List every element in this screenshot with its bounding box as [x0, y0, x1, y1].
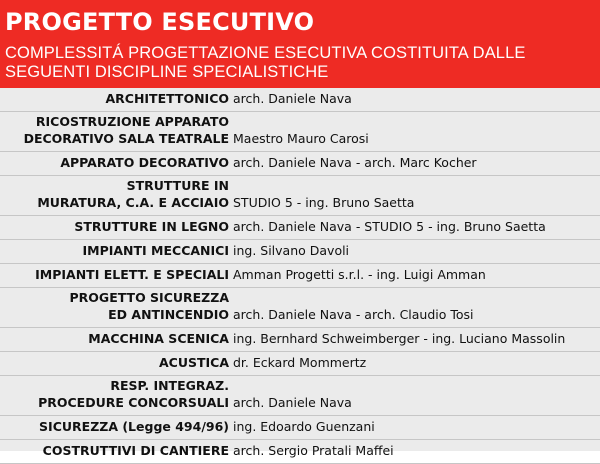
- responsible-name: ing. Edoardo Guenzani: [233, 419, 375, 434]
- table-row: [0, 88, 600, 112]
- discipline-table: [0, 88, 600, 464]
- discipline-label-line: ED ANTINCENDIO: [108, 307, 229, 322]
- responsible-name: Maestro Mauro Carosi: [233, 131, 369, 146]
- responsible-name: dr. Eckard Mommertz: [233, 355, 367, 370]
- table-row: [0, 152, 600, 176]
- discipline-label-line: RICOSTRUZIONE APPARATO: [35, 114, 229, 129]
- responsible-name: STUDIO 5 - ing. Bruno Saetta: [233, 195, 415, 210]
- discipline-label: [60, 154, 229, 171]
- discipline-label: [105, 90, 229, 107]
- table-row: [0, 440, 600, 464]
- responsible-name: arch. Daniele Nava - arch. Marc Kocher: [233, 155, 477, 170]
- discipline-label-line: STRUTTURE IN: [126, 178, 229, 193]
- discipline-label: [82, 242, 229, 259]
- table-row: [0, 376, 600, 416]
- table-row: [0, 112, 600, 152]
- discipline-label: [35, 266, 229, 283]
- discipline-label-line: IMPIANTI ELETT. E SPECIALI: [35, 267, 229, 282]
- discipline-label-line: DECORATIVO SALA TEATRALE: [23, 131, 229, 146]
- responsible-name: arch. Sergio Pratali Maffei: [233, 443, 394, 458]
- discipline-label-line: MACCHINA SCENICA: [88, 331, 229, 346]
- discipline-label: [159, 354, 229, 371]
- discipline-label-line: STRUTTURE IN LEGNO: [74, 219, 229, 234]
- table-row: [0, 264, 600, 288]
- discipline-label-line: MURATURA, C.A. E ACCIAIO: [37, 195, 229, 210]
- responsible-name: Amman Progetti s.r.l. - ing. Luigi Amman: [233, 267, 486, 282]
- table-row: [0, 416, 600, 440]
- responsible-name: ing. Bernhard Schweimberger - ing. Luciano Massolin: [233, 331, 566, 346]
- discipline-label: [70, 289, 229, 323]
- discipline-label-line: PROGETTO SICUREZZA: [69, 290, 229, 305]
- discipline-label-line: COSTRUTTIVI DI CANTIERE: [42, 443, 229, 458]
- page-subtitle: [5, 44, 595, 82]
- discipline-label: [39, 418, 229, 435]
- discipline-label: [24, 113, 229, 147]
- responsible-name: arch. Daniele Nava - STUDIO 5 - ing. Bruno Saetta: [233, 219, 546, 234]
- table-row: [0, 352, 600, 376]
- discipline-label: [74, 218, 229, 235]
- discipline-label: [37, 177, 229, 211]
- discipline-label: [38, 377, 229, 411]
- responsible-name: ing. Silvano Davoli: [233, 243, 350, 258]
- responsible-name: arch. Daniele Nava - arch. Claudio Tosi: [233, 307, 474, 322]
- table-row: [0, 328, 600, 352]
- discipline-label-line: ARCHITETTONICO: [105, 91, 229, 106]
- table-row: [0, 176, 600, 216]
- responsible-name: arch. Daniele Nava: [233, 395, 352, 410]
- discipline-label-line: SICUREZZA (Legge 494/96): [39, 419, 229, 434]
- discipline-label-line: APPARATO DECORATIVO: [60, 155, 229, 170]
- table-row: [0, 240, 600, 264]
- discipline-label: [88, 330, 229, 347]
- responsible-name: arch. Daniele Nava: [233, 91, 352, 106]
- subtitle-line-2: SEGUENTI DISCIPLINE SPECIALISTICHE: [5, 63, 329, 81]
- discipline-label-line: PROCEDURE CONCORSUALI: [38, 395, 229, 410]
- discipline-label-line: ACUSTICA: [158, 355, 229, 370]
- discipline-label-line: IMPIANTI MECCANICI: [82, 243, 229, 258]
- page-title: PROGETTO ESECUTIVO: [5, 8, 315, 36]
- subtitle-line-1: COMPLESSITÁ PROGETTAZIONE ESECUTIVA COSTITUITA DALLE: [5, 44, 526, 62]
- table-row: [0, 288, 600, 328]
- discipline-label-line: RESP. INTEGRAZ.: [110, 378, 229, 393]
- header-banner: [0, 0, 600, 88]
- table-row: [0, 216, 600, 240]
